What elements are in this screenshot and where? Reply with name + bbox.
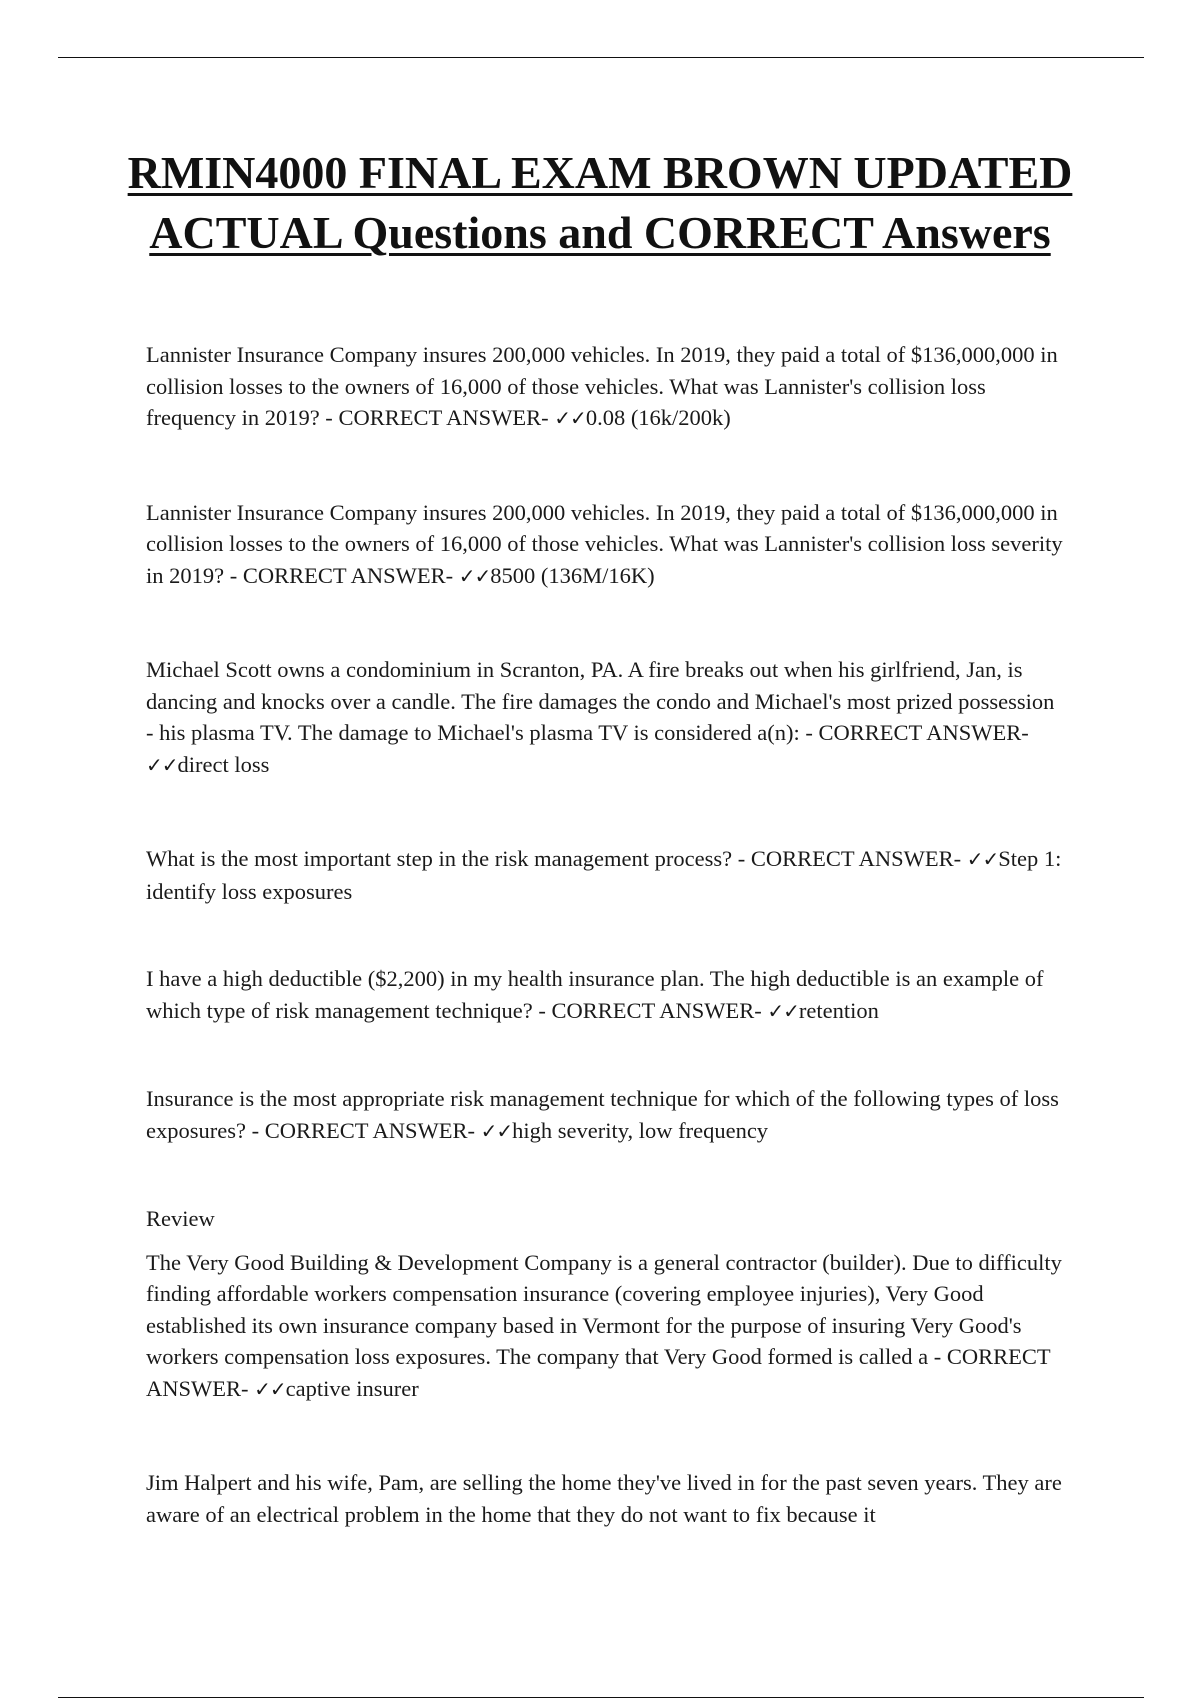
qa-item-6 xyxy=(146,1083,1066,1147)
qa-list xyxy=(146,339,1066,1530)
question-text: Michael Scott owns a condominium in Scranton, PA. A fire breaks out when his girlfriend, Jan, is dancing and knocks over a candle. The fire damages the condo and Michael's most prized possession - his plasma TV. The damage to Michael's plasma TV is considered a(n): - xyxy=(146,657,1055,745)
check-mark-icon: ✓✓ xyxy=(554,406,586,430)
answer-text: 0.08 (16k/200k) xyxy=(585,405,731,430)
answer-text: 8500 (136M/16K) xyxy=(490,562,655,588)
answer-text: direct loss xyxy=(177,751,270,777)
check-mark-icon: ✓✓ xyxy=(254,1376,286,1401)
answer-prefix: CORRECT ANSWER- xyxy=(750,846,962,871)
qa-item-5 xyxy=(146,963,1066,1027)
check-mark-icon: ✓✓ xyxy=(966,847,999,871)
check-mark-icon: ✓✓ xyxy=(480,1118,513,1143)
answer-prefix: CORRECT ANSWER- xyxy=(242,562,454,588)
document-title: RMIN4000 FINAL EXAM BROWN UPDATED ACTUAL Questions and CORRECT Answers xyxy=(127,147,1073,258)
question-text: Lannister Insurance Company insures 200,000 vehicles. In 2019, they paid a total of $136,000,000 in collision losses to the owners of 16,000 of those vehicles. What was Lannister's collision loss severity in 2019? - xyxy=(146,499,1063,588)
question-text: Insurance is the most appropriate risk management technique for which of the following types of loss exposures? - xyxy=(146,1086,1059,1143)
question-text: What is the most important step in the risk management process? - xyxy=(146,846,751,871)
qa-item-7 xyxy=(146,1247,1066,1406)
check-mark-icon: ✓✓ xyxy=(146,752,178,777)
question-text: Lannister Insurance Company insures 200,000 vehicles. In 2019, they paid a total of $136,000,000 in collision losses to the owners of 16,000 of those vehicles. What was Lannister's collision loss frequency in 2019? - xyxy=(146,342,1058,430)
question-text: Jim Halpert and his wife, Pam, are selling the home they've lived in for the past seven years. They are aware of an electrical problem in the home that they do not want to fix because it xyxy=(146,1470,1062,1527)
top-rule xyxy=(58,57,1144,58)
answer-prefix: CORRECT ANSWER- xyxy=(338,405,549,430)
check-mark-icon: ✓✓ xyxy=(458,563,491,588)
answer-prefix: CORRECT ANSWER- xyxy=(146,1344,1051,1401)
qa-item-1 xyxy=(146,339,1066,435)
section-label-review: Review xyxy=(146,1206,215,1231)
answer-prefix: CORRECT ANSWER- xyxy=(818,720,1029,745)
answer-text: high severity, low frequency xyxy=(512,1117,769,1143)
qa-item-2 xyxy=(146,497,1066,593)
bottom-rule xyxy=(58,1697,1144,1698)
check-mark-icon: ✓✓ xyxy=(767,998,799,1023)
answer-text: captive insurer xyxy=(285,1375,419,1401)
answer-prefix: CORRECT ANSWER- xyxy=(551,997,762,1023)
answer-prefix: CORRECT ANSWER- xyxy=(264,1117,475,1143)
answer-text: Step 1: identify loss exposures xyxy=(146,846,1062,904)
question-text: The Very Good Building & Development Company is a general contractor (builder). Due to difficulty finding affordable workers compensation insurance (covering employee injuries), Very Good established its own insurance company based in Vermont for the purpose of insuring Very Good's workers compensation loss exposures. The company that Very Good formed is called a - xyxy=(146,1249,1062,1369)
qa-item-8 xyxy=(146,1467,1066,1530)
qa-item-3 xyxy=(146,654,1066,781)
answer-text: retention xyxy=(798,997,879,1023)
qa-item-4 xyxy=(146,843,1066,907)
question-text: I have a high deductible ($2,200) in my health insurance plan. The high deductible is an example of which type of risk management technique? - xyxy=(146,966,1044,1023)
